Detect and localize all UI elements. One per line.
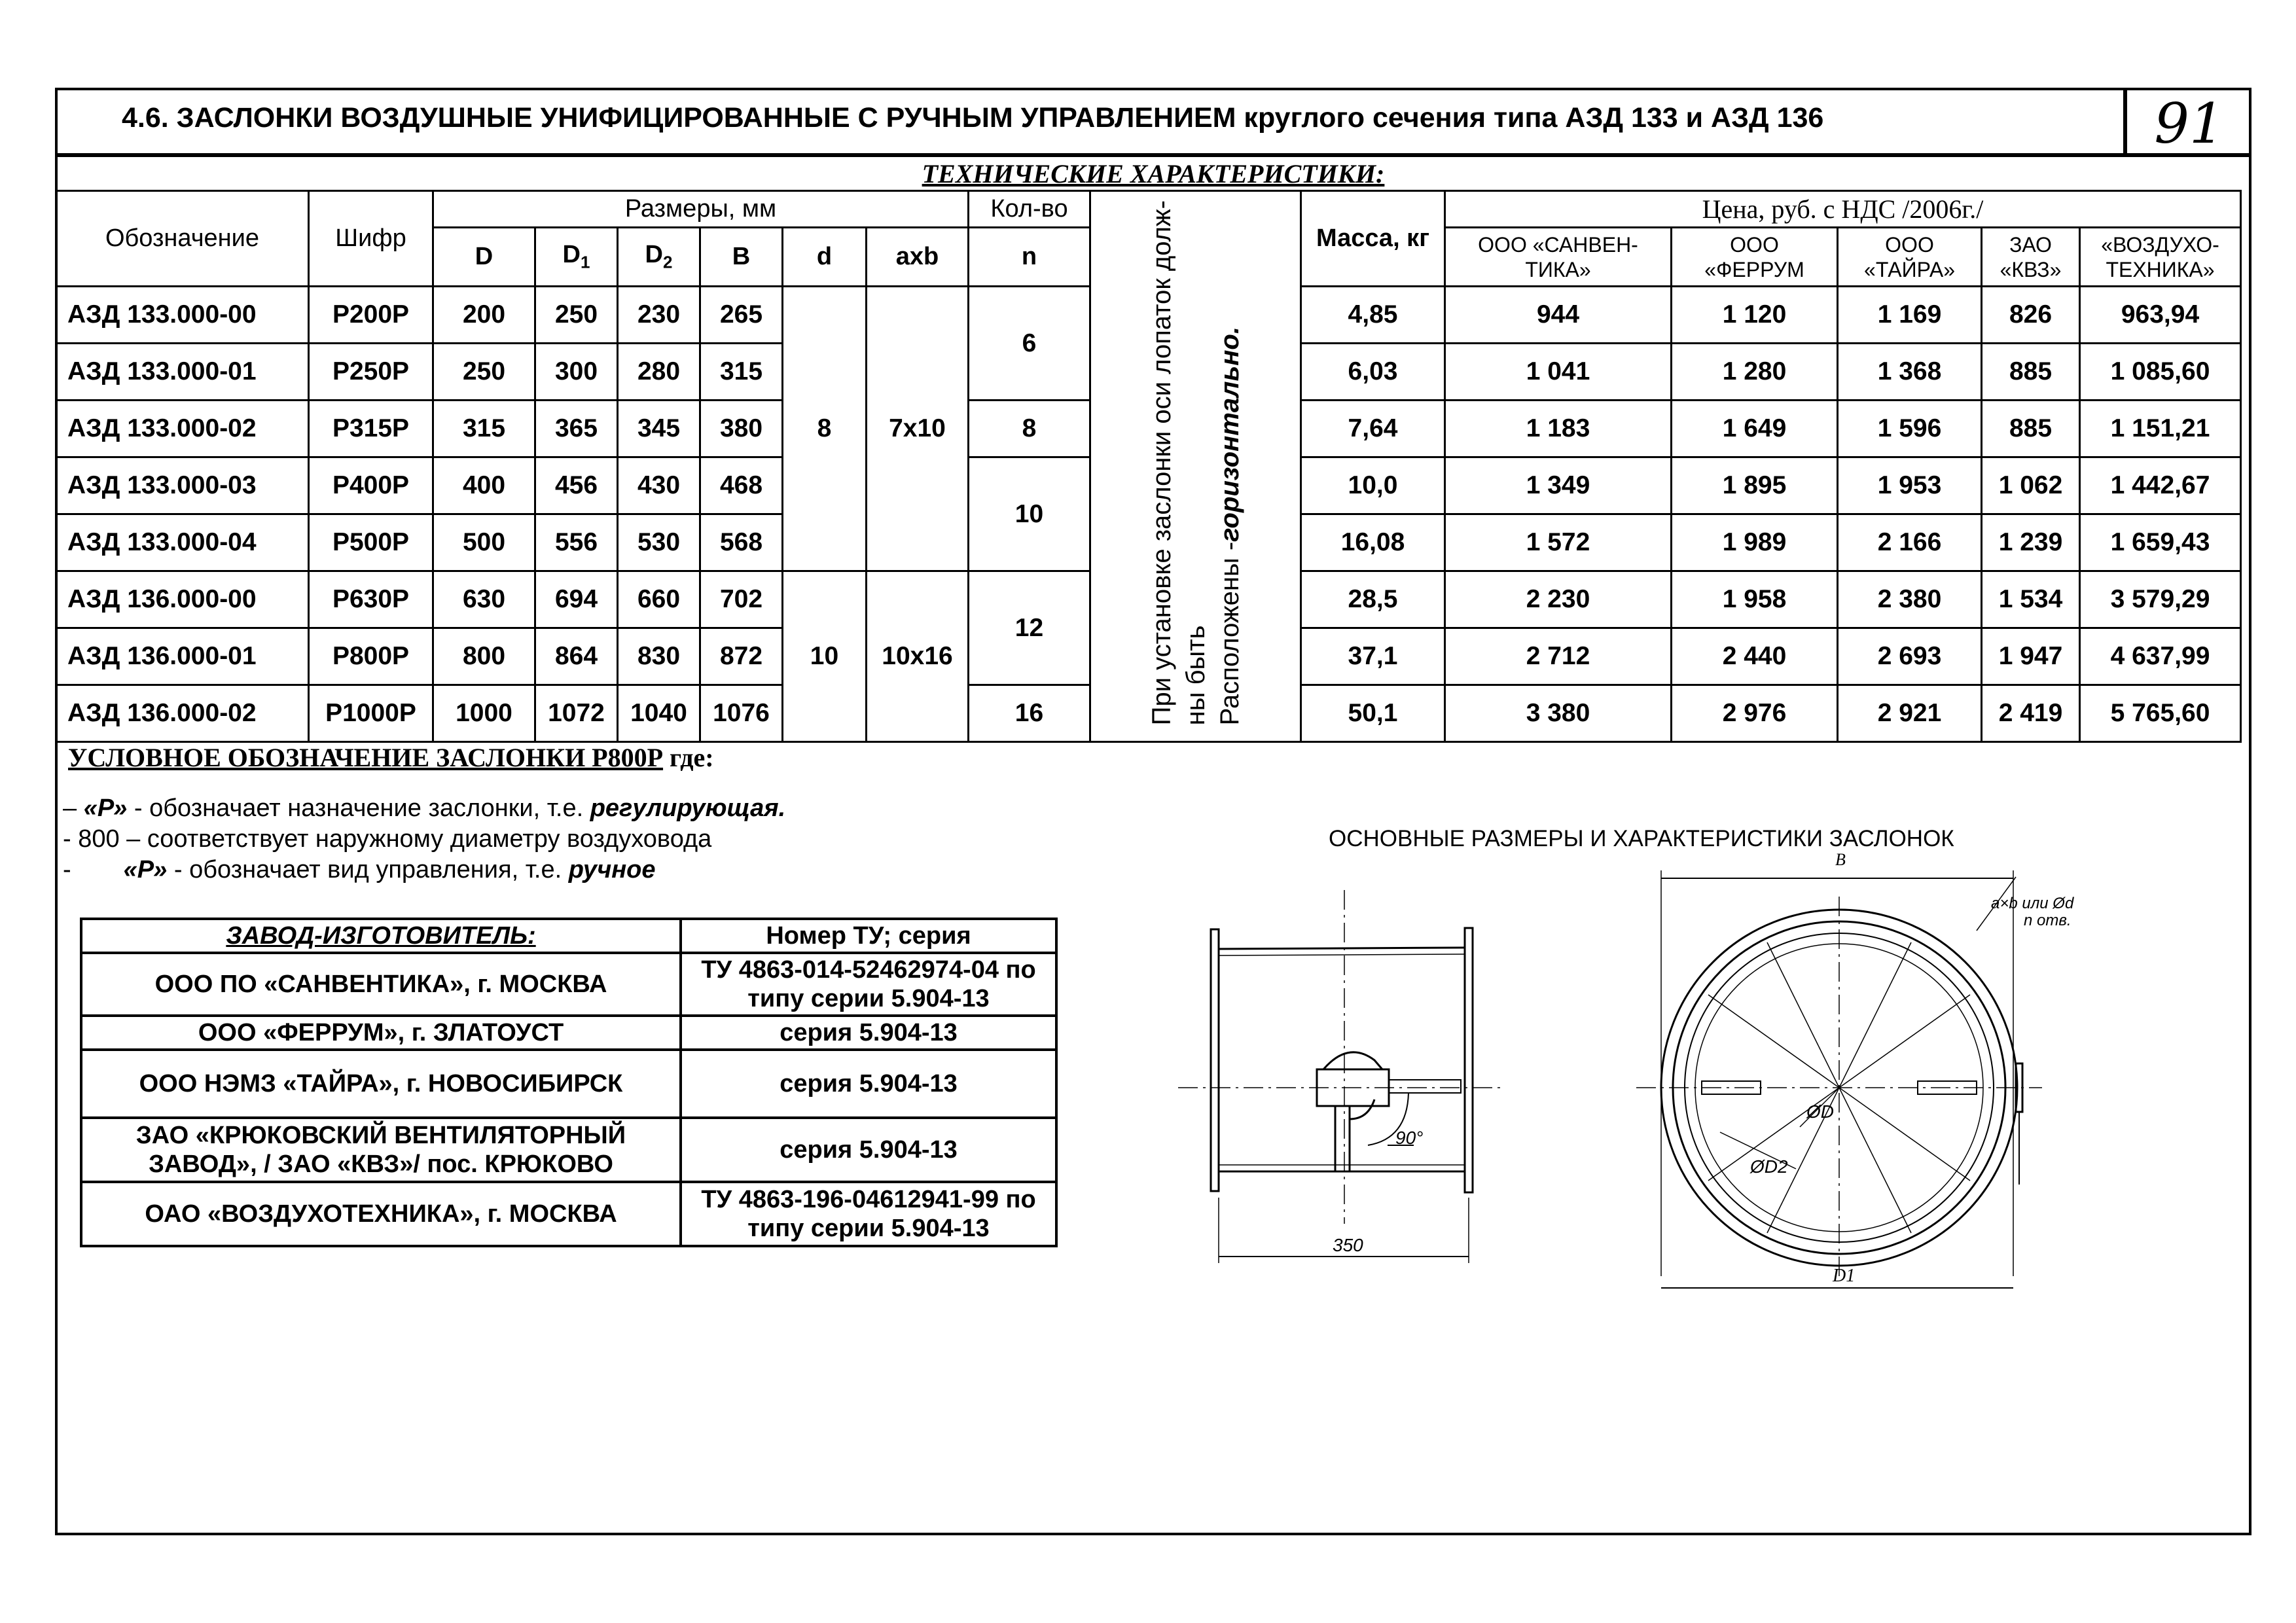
cell-D1: 864 — [535, 628, 618, 685]
cell-D: 315 — [433, 401, 535, 457]
cell-price-2: 1 649 — [1672, 401, 1838, 457]
cell-D2: 230 — [618, 287, 700, 344]
header-supplier-5 — [2080, 228, 2241, 287]
page-title: 4.6. ЗАСЛОНКИ ВОЗДУШНЫЕ УНИФИЦИРОВАННЫЕ С РУЧНЫМ УПРАВЛЕНИЕМ круглого сечения типа АЗД 133 и АЗД 136 — [122, 102, 1824, 134]
cell-B: 468 — [700, 457, 783, 514]
cell-D1: 300 — [535, 344, 618, 401]
cell-price-5: 5 765,60 — [2080, 685, 2241, 742]
cell-mass: 37,1 — [1301, 628, 1445, 685]
damper-drawing — [1152, 844, 2108, 1355]
cell-code: Р200Р — [309, 287, 433, 344]
cell-price-3: 1 953 — [1838, 457, 1982, 514]
cell-B: 1076 — [700, 685, 783, 742]
cell-mass: 28,5 — [1301, 571, 1445, 628]
legend-title-text: УСЛОВНОЕ ОБОЗНАЧЕНИЕ ЗАСЛОНКИ Р800Р — [68, 743, 664, 772]
header-supplier-4 — [1982, 228, 2080, 287]
cell-price-5: 1 085,60 — [2080, 344, 2241, 401]
cell-price-4: 826 — [1982, 287, 2080, 344]
cell-mass: 50,1 — [1301, 685, 1445, 742]
header-B: B — [700, 228, 783, 287]
legend-line-3-prefix: - — [63, 856, 71, 883]
supplier-3-line-2: «ТАЙРА» — [1864, 257, 1955, 281]
handle-stem — [1335, 1106, 1350, 1171]
cell-D2: 530 — [618, 514, 700, 571]
cell-price-4: 1 947 — [1982, 628, 2080, 685]
cell-code: Р800Р — [309, 628, 433, 685]
angle-label: 90° — [1395, 1128, 1424, 1148]
cell-price-3: 2 693 — [1838, 628, 1982, 685]
cell-price-1: 944 — [1445, 287, 1672, 344]
cell-D: 250 — [433, 344, 535, 401]
manufacturer-tu: ТУ 4863-014-52462974-04 по типу серии 5.904-13 — [681, 953, 1056, 1016]
cell-n-group-5: 16 — [969, 685, 1090, 742]
spec-table — [55, 190, 2242, 743]
legend-line-3-code: «Р» — [123, 856, 168, 883]
manufacturer-row — [81, 1050, 1056, 1118]
right-flange — [1465, 928, 1473, 1192]
cell-price-5: 1 151,21 — [2080, 401, 2241, 457]
cell-B: 380 — [700, 401, 783, 457]
cell-D1: 250 — [535, 287, 618, 344]
legend-line-3-emphasis: ручное — [568, 856, 656, 883]
cell-price-1: 1 041 — [1445, 344, 1672, 401]
cell-D2: 280 — [618, 344, 700, 401]
header-price: Цена, руб. с НДС /2006г./ — [1445, 191, 2241, 228]
legend — [63, 793, 785, 885]
cell-D2: 660 — [618, 571, 700, 628]
cell-n-group-1: 6 — [969, 287, 1090, 401]
install-note-line-2: ны быть — [1181, 625, 1210, 726]
manufacturer-tu: серия 5.904-13 — [681, 1016, 1056, 1050]
manufacturer-tu: ТУ 4863-196-04612941-99 по типу серии 5.904-13 — [681, 1182, 1056, 1246]
cell-D: 800 — [433, 628, 535, 685]
cell-price-2: 1 895 — [1672, 457, 1838, 514]
cell-B: 568 — [700, 514, 783, 571]
cell-D1: 365 — [535, 401, 618, 457]
front-handle — [2016, 1063, 2022, 1112]
cell-code: Р250Р — [309, 344, 433, 401]
manufacturer-name: ООО «ФЕРРУМ», г. ЗЛАТОУСТ — [81, 1016, 681, 1050]
header-n: n — [969, 228, 1090, 287]
legend-title — [68, 742, 714, 773]
cell-D1: 694 — [535, 571, 618, 628]
cell-price-4: 885 — [1982, 344, 2080, 401]
cell-B: 872 — [700, 628, 783, 685]
cell-price-1: 1 183 — [1445, 401, 1672, 457]
cell-price-2: 1 120 — [1672, 287, 1838, 344]
cell-price-2: 1 280 — [1672, 344, 1838, 401]
install-note-cell — [1090, 191, 1301, 742]
label-holes-2: n отв. — [2024, 912, 2072, 929]
label-D2: ØD2 — [1750, 1156, 1788, 1177]
cell-mass: 10,0 — [1301, 457, 1445, 514]
cell-price-3: 1 596 — [1838, 401, 1982, 457]
cell-designation: АЗД 133.000-00 — [56, 287, 309, 344]
manufacturer-row — [81, 953, 1056, 1016]
cell-n-group-4: 12 — [969, 571, 1090, 685]
section-subtitle: ТЕХНИЧЕСКИЕ ХАРАКТЕРИСТИКИ: — [922, 159, 1385, 188]
header-D2: $D_2$ — [618, 228, 700, 287]
manufacturer-name: ООО ПО «САНВЕНТИКА», г. МОСКВА — [81, 953, 681, 1016]
cell-price-3: 2 380 — [1838, 571, 1982, 628]
manufacturer-tu: серия 5.904-13 — [681, 1050, 1056, 1118]
body-top-edge — [1219, 948, 1465, 949]
cell-B: 265 — [700, 287, 783, 344]
cell-price-1: 2 230 — [1445, 571, 1672, 628]
header-mass: Масса, кг — [1301, 191, 1445, 287]
handle-curve — [1350, 1099, 1374, 1119]
cell-price-4: 885 — [1982, 401, 2080, 457]
header-D1: $D_1$ — [535, 228, 618, 287]
cell-axb-group-1: 7x10 — [867, 287, 969, 571]
manufacturer-name: ООО НЭМЗ «ТАЙРА», г. НОВОСИБИРСК — [81, 1050, 681, 1118]
manufacturer-row — [81, 1118, 1056, 1182]
legend-line-1-emphasis: регулирующая. — [590, 794, 786, 822]
cell-price-1: 2 712 — [1445, 628, 1672, 685]
cell-designation: АЗД 136.000-02 — [56, 685, 309, 742]
cell-code: Р315Р — [309, 401, 433, 457]
manufacturers-header-tu: Номер ТУ; серия — [681, 919, 1056, 953]
supplier-5-line-2: ТЕХНИКА» — [2106, 257, 2215, 281]
cell-D: 500 — [433, 514, 535, 571]
manufacturer-name: ОАО «ВОЗДУХОТЕХНИКА», г. МОСКВА — [81, 1182, 681, 1246]
cell-designation: АЗД 136.000-01 — [56, 628, 309, 685]
legend-line-1 — [63, 793, 785, 824]
legend-line-1-code: «Р» — [83, 794, 128, 822]
manufacturers-header-name: ЗАВОД-ИЗГОТОВИТЕЛЬ: — [81, 919, 681, 953]
cell-code: Р1000Р — [309, 685, 433, 742]
cell-D2: 1040 — [618, 685, 700, 742]
cell-B: 702 — [700, 571, 783, 628]
cell-designation: АЗД 133.000-03 — [56, 457, 309, 514]
cell-D: 630 — [433, 571, 535, 628]
left-flange — [1211, 929, 1219, 1191]
manufacturer-tu: серия 5.904-13 — [681, 1118, 1056, 1182]
cell-D2: 345 — [618, 401, 700, 457]
handle-rod — [1389, 1080, 1461, 1093]
cell-n-group-3: 10 — [969, 457, 1090, 571]
cell-price-2: 2 440 — [1672, 628, 1838, 685]
manufacturer-name: ЗАО «КРЮКОВСКИЙ ВЕНТИЛЯТОРНЫЙ ЗАВОД», / ЗАО «КВЗ»/ пос. КРЮКОВО — [81, 1118, 681, 1182]
cell-price-1: 3 380 — [1445, 685, 1672, 742]
supplier-4-line-1: ЗАО — [2009, 232, 2052, 257]
cell-price-3: 1 169 — [1838, 287, 1982, 344]
header-d: d — [783, 228, 867, 287]
cell-price-2: 1 989 — [1672, 514, 1838, 571]
cell-mass: 4,85 — [1301, 287, 1445, 344]
cell-B: 315 — [700, 344, 783, 401]
cell-price-3: 1 368 — [1838, 344, 1982, 401]
cell-price-5: 963,94 — [2080, 287, 2241, 344]
legend-line-3 — [63, 855, 785, 885]
cell-mass: 6,03 — [1301, 344, 1445, 401]
body-inner-top — [1219, 954, 1465, 955]
cell-n-group-2: 8 — [969, 401, 1090, 457]
header-code: Шифр — [309, 191, 433, 287]
cell-price-4: 1 534 — [1982, 571, 2080, 628]
legend-line-2: - 800 – соответствует наружному диаметру воздуховода — [63, 825, 712, 853]
cell-price-4: 2 419 — [1982, 685, 2080, 742]
cell-d-group-2: 10 — [783, 571, 867, 742]
cell-price-2: 2 976 — [1672, 685, 1838, 742]
cell-axb-group-2: 10x16 — [867, 571, 969, 742]
legend-title-suffix: где: — [663, 743, 714, 772]
header-supplier-2 — [1672, 228, 1838, 287]
label-D: ØD — [1806, 1101, 1834, 1122]
cell-price-4: 1 062 — [1982, 457, 2080, 514]
header-sizes: Размеры, мм — [433, 191, 969, 228]
supplier-4-line-2: «КВЗ» — [2000, 257, 2062, 281]
page-number: 91 — [2154, 92, 2225, 156]
manufacturer-row — [81, 1182, 1056, 1246]
supplier-2-line-2: «ФЕРРУМ — [1704, 257, 1804, 281]
cell-D1: 556 — [535, 514, 618, 571]
install-note — [1145, 200, 1247, 725]
cell-price-5: 1 659,43 — [2080, 514, 2241, 571]
cell-D2: 830 — [618, 628, 700, 685]
supplier-2-line-1: ООО — [1730, 232, 1779, 257]
manufacturer-row — [81, 1016, 1056, 1050]
install-note-line-3: Расположены - — [1215, 542, 1244, 726]
header-designation: Обозначение — [56, 191, 309, 287]
cell-price-3: 2 166 — [1838, 514, 1982, 571]
drawing-title: ОСНОВНЫЕ РАЗМЕРЫ И ХАРАКТЕРИСТИКИ ЗАСЛОНОК — [1329, 826, 1954, 851]
cell-price-4: 1 239 — [1982, 514, 2080, 571]
label-holes-1: a×b или Ød — [1991, 895, 2074, 912]
cell-designation: АЗД 133.000-04 — [56, 514, 309, 571]
cell-price-5: 1 442,67 — [2080, 457, 2241, 514]
supplier-1-line-2: ТИКА» — [1525, 257, 1591, 281]
header-axb: axb — [867, 228, 969, 287]
install-note-line-1: При установке заслонки оси лопаток долж- — [1147, 200, 1176, 726]
legend-line-1-prefix: – — [63, 794, 84, 822]
handle-arc — [1323, 1052, 1382, 1069]
cell-designation: АЗД 133.000-01 — [56, 344, 309, 401]
legend-line-3-text: - обозначает вид управления, т.е. — [167, 856, 569, 883]
install-note-emphasis: горизонтально. — [1215, 327, 1244, 543]
cell-price-3: 2 921 — [1838, 685, 1982, 742]
header-D: D — [433, 228, 535, 287]
label-D1: D1 — [1833, 1266, 1856, 1286]
dim-label-350: 350 — [1333, 1235, 1363, 1255]
cell-price-5: 3 579,29 — [2080, 571, 2241, 628]
supplier-3-line-1: ООО — [1885, 232, 1934, 257]
supplier-5-line-1: «ВОЗДУХО- — [2101, 232, 2219, 257]
cell-D: 400 — [433, 457, 535, 514]
cell-price-1: 1 349 — [1445, 457, 1672, 514]
cell-price-1: 1 572 — [1445, 514, 1672, 571]
header-count: Кол-во — [969, 191, 1090, 228]
cell-mass: 7,64 — [1301, 401, 1445, 457]
cell-price-2: 1 958 — [1672, 571, 1838, 628]
supplier-1-line-1: ООО «САНВЕН- — [1478, 232, 1638, 257]
cell-code: Р400Р — [309, 457, 433, 514]
cell-designation: АЗД 136.000-00 — [56, 571, 309, 628]
cell-mass: 16,08 — [1301, 514, 1445, 571]
manufacturers-table — [80, 918, 1058, 1247]
side-view — [1178, 890, 1505, 1263]
cell-code: Р500Р — [309, 514, 433, 571]
cell-price-5: 4 637,99 — [2080, 628, 2241, 685]
header-supplier-1 — [1445, 228, 1672, 287]
label-B: B — [1835, 850, 1846, 869]
cell-D1: 1072 — [535, 685, 618, 742]
cell-D: 1000 — [433, 685, 535, 742]
cell-D1: 456 — [535, 457, 618, 514]
cell-designation: АЗД 133.000-02 — [56, 401, 309, 457]
cell-D: 200 — [433, 287, 535, 344]
legend-line-1-text: - обозначает назначение заслонки, т.е. — [127, 794, 590, 822]
header-supplier-3 — [1838, 228, 1982, 287]
cell-d-group-1: 8 — [783, 287, 867, 571]
cell-D2: 430 — [618, 457, 700, 514]
cell-code: Р630Р — [309, 571, 433, 628]
front-view — [1636, 870, 2042, 1288]
